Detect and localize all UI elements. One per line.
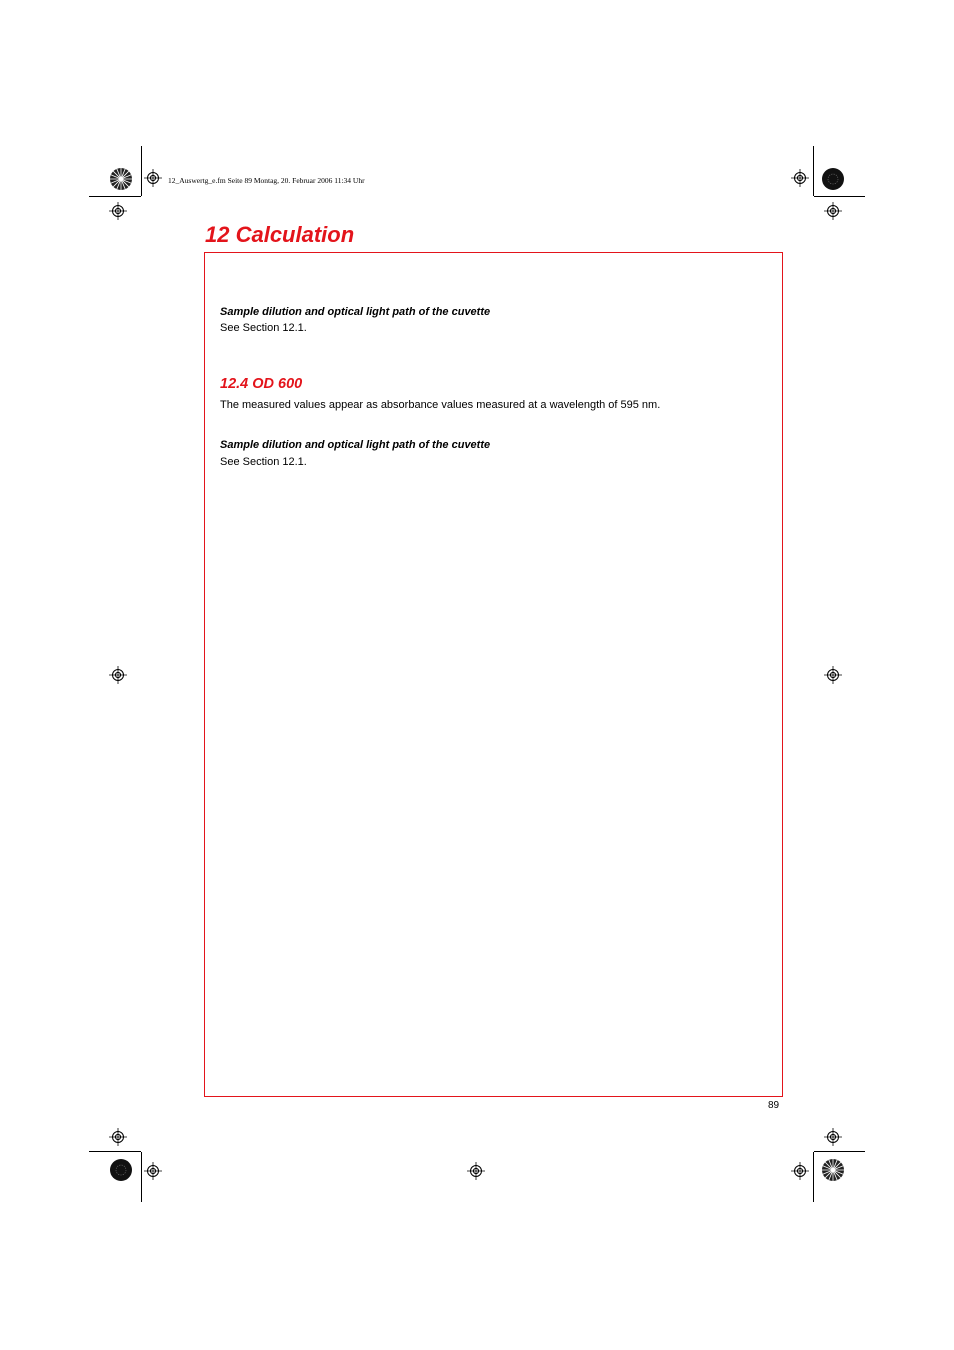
crop-line bbox=[89, 196, 141, 197]
crop-line bbox=[814, 196, 865, 197]
block1-heading: Sample dilution and optical light path of the cuvette bbox=[220, 306, 491, 318]
solid-target-icon bbox=[820, 166, 846, 192]
section-heading: 12.4 OD 600 bbox=[220, 376, 303, 392]
crop-line bbox=[813, 146, 814, 196]
registration-mark-icon bbox=[823, 201, 843, 221]
block1-text: See Section 12.1. bbox=[220, 322, 307, 334]
chapter-title: 12 Calculation bbox=[205, 222, 355, 247]
file-slug-line: 12_Auswertg_e.fm Seite 89 Montag, 20. Februar 2006 11:34 Uhr bbox=[168, 176, 365, 185]
crop-line bbox=[813, 1152, 814, 1202]
crop-line bbox=[89, 1151, 141, 1152]
registration-mark-icon bbox=[143, 168, 163, 188]
solid-target-icon bbox=[108, 1157, 134, 1183]
registration-mark-icon bbox=[466, 1161, 486, 1181]
crop-line bbox=[814, 1151, 865, 1152]
page-number: 89 bbox=[768, 1100, 780, 1111]
crop-line bbox=[141, 1152, 142, 1202]
registration-mark-icon bbox=[823, 665, 843, 685]
registration-mark-icon bbox=[143, 1161, 163, 1181]
section-text: The measured values appear as absorbance values measured at a wavelength of 595 nm. bbox=[220, 399, 661, 411]
registration-mark-icon bbox=[790, 1161, 810, 1181]
star-target-icon bbox=[108, 166, 134, 192]
star-target-icon bbox=[820, 1157, 846, 1183]
registration-mark-icon bbox=[823, 1127, 843, 1147]
block2-heading: Sample dilution and optical light path of the cuvette bbox=[220, 439, 491, 451]
registration-mark-icon bbox=[108, 1127, 128, 1147]
crop-line bbox=[141, 146, 142, 196]
registration-mark-icon bbox=[108, 201, 128, 221]
block2-text: See Section 12.1. bbox=[220, 456, 307, 468]
registration-mark-icon bbox=[108, 665, 128, 685]
registration-mark-icon bbox=[790, 168, 810, 188]
